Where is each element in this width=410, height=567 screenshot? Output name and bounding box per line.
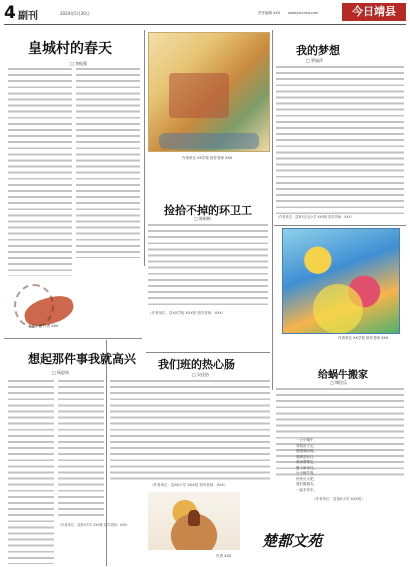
article-byline: □ 罗丽萍	[306, 58, 324, 63]
poem-line: 一起手牵手。	[296, 487, 317, 492]
illustration-caption: 吉祥如意 作者 XXX	[28, 324, 59, 328]
article-byline: □ 李振强	[70, 61, 88, 66]
column-divider	[106, 340, 107, 566]
poem-line: 爬到花坛口，	[296, 454, 317, 459]
article-body	[76, 68, 140, 258]
article-title: 捡拾不掉的环卫工	[164, 204, 252, 217]
article-body	[276, 66, 404, 214]
poem	[296, 438, 317, 493]
poem-line: 背着房子走，	[296, 443, 317, 448]
article-body	[58, 380, 104, 520]
article-title: 我们班的热心肠	[158, 358, 235, 371]
page-header	[4, 3, 406, 25]
author-note: （作者单位：县第X中学 XXX班 指导老师：XXX）	[58, 523, 130, 527]
site-url[interactable]: www.jxmrxw.com	[288, 11, 319, 15]
issue-date: 2024年5月30日	[60, 11, 90, 16]
article-title: 皇城村的春天	[28, 41, 112, 57]
poem-line: 小小蜗牛呀，	[296, 471, 317, 475]
article-title: 我的梦想	[296, 44, 340, 57]
row-divider	[4, 338, 142, 339]
newspaper-logo: 今日靖县	[342, 3, 406, 21]
artwork-caption: 作者单位 XX学校 指导老师 XXX	[182, 156, 233, 160]
article-body	[110, 380, 270, 480]
article-body	[148, 224, 268, 308]
column-divider	[144, 30, 145, 266]
photo-caption: 作者 XXX	[216, 554, 232, 558]
article-title: 给蜗牛搬家	[318, 370, 368, 381]
column-title: 楚都文苑	[262, 532, 323, 550]
poem-line: 我来帮帮它，	[296, 460, 317, 464]
article-byline: □ 陈彬彬	[194, 216, 212, 221]
poem-line: 一只小蜗牛，	[296, 438, 317, 442]
section-name: 副刊	[18, 11, 38, 22]
castle-artwork-illustration	[148, 32, 270, 152]
author-note: （作者单位：县第X完全小学 XXX班 指导老师：XXX）	[276, 215, 354, 219]
artwork-caption: 作者单位 XX学校 指导老师 XXX	[338, 336, 389, 340]
article-title: 想起那件事我就高兴	[28, 352, 137, 366]
editor-credit: 责任编辑 XXX	[258, 11, 281, 15]
poem-line: 慢慢爬呀爬，	[296, 449, 317, 453]
article-byline: □ 杨思妍	[52, 370, 70, 375]
dream-artwork-illustration	[282, 228, 400, 334]
row-divider	[146, 352, 270, 353]
article-body	[8, 380, 54, 564]
article-byline: □ 吴佳怡	[192, 372, 210, 377]
author-note: （作者单位：县第X小学 XXX班）	[312, 497, 365, 501]
row-divider	[274, 225, 406, 226]
author-note: （作者单位：县XX学校 XXX班 指导老师：XXX）	[148, 311, 226, 315]
column-divider	[272, 30, 273, 390]
cake-photo-illustration	[148, 492, 240, 550]
page-number: 4	[4, 3, 16, 23]
poem-line: 我们做朋友，	[296, 482, 317, 486]
author-note: （作者单位：县XX小学 XXX班 指导老师：XXX）	[150, 483, 228, 487]
poem-line: 搬个新家住，	[296, 465, 317, 470]
article-byline: □ 谭佳乐	[330, 380, 348, 385]
poem-line: 快快长大吧，	[296, 476, 317, 481]
